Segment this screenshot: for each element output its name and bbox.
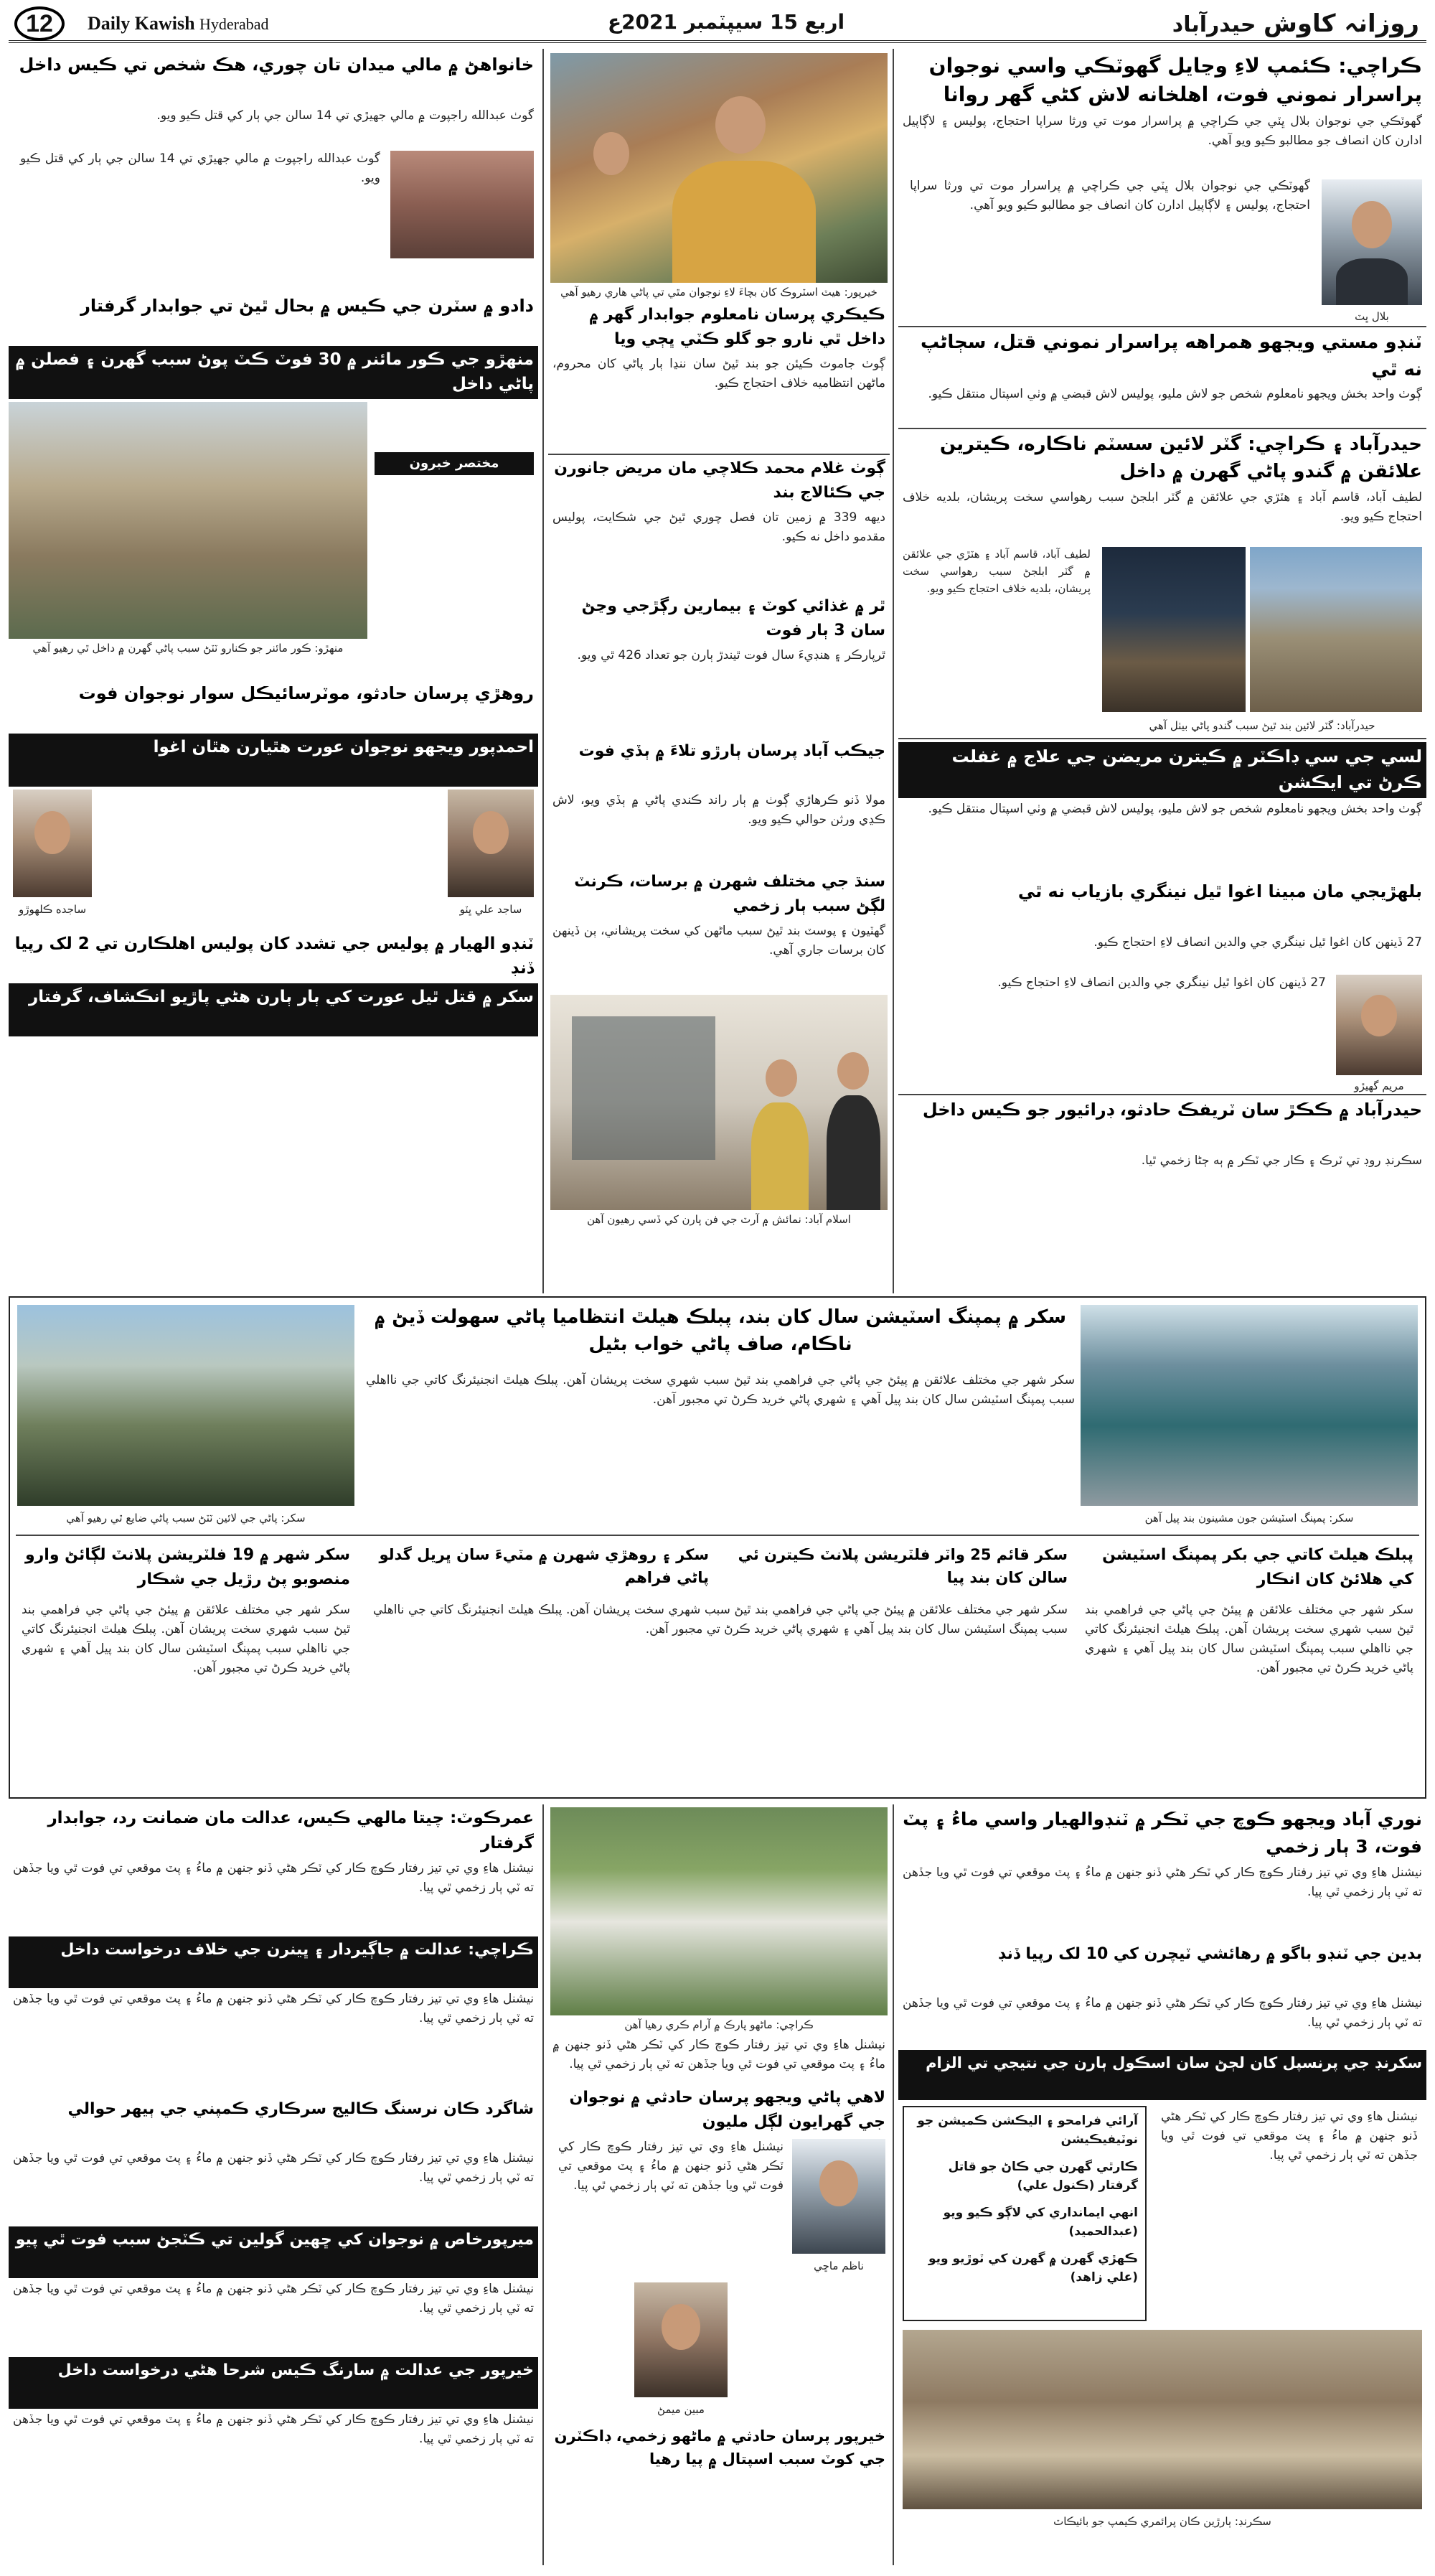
city-english: Hyderabad (199, 15, 269, 33)
band-subheadline-4: سکر قائم 25 واٽر فلٽريشن پلانٽ ڪيترن ئي سالن کان بند پيا (738, 1546, 1068, 1586)
middle-column (548, 50, 890, 1292)
band-subheadline-2: سکر شهر ۾ 19 فلٽريشن پلانٽ لڳائڻ وارو منصوبو پڻ رڙيل جي شڪار (24, 1546, 350, 1588)
column-divider (542, 1804, 544, 2565)
portrait-photo (1322, 179, 1422, 305)
heatstroke-photo (550, 53, 888, 283)
city-sindhi: حيدرآباد (1172, 12, 1256, 37)
shirt-shape (672, 161, 816, 283)
woman-portrait-photo (13, 790, 92, 897)
middle-headline-5: سنڌ جي مختلف شهرن ۾ برسات، ڪرنٽ لڳڻ سبب ٻار زخمي (574, 873, 885, 915)
left-headline-3: منهڙو جي ڪور مائنر ۾ 30 فوٽ ڪٽ پوڻ سبب گهرن ۽ فصلن ۾ پاڻي داخل (9, 346, 538, 399)
youth-portrait-caption: مبين ميمڻ (657, 2403, 705, 2416)
brand-english: Daily Kawish (88, 13, 195, 34)
bottom-right-headline-2: بدين جي ٽنڊو باگو ۾ رهائشي ٽيچرن کي 10 لک رپيا ڏنڊ (997, 1945, 1422, 1963)
face-shape (34, 811, 70, 854)
girl-portrait-caption: مريم گهيڙو (1354, 1079, 1404, 1092)
issue-date: اربع 15 سيپٽمبر 2021ع (607, 10, 845, 34)
river-pipeline-photo (17, 1305, 354, 1506)
art-exhibition-photo (550, 995, 888, 1210)
sixth-text: سڪرنڊ روڊ تي ٽرڪ ۽ ڪار جي ٽڪر ۾ ٻه ڄڻا زخمي ٿيا. (1141, 1153, 1422, 1168)
section-divider (898, 738, 1426, 739)
masthead (9, 6, 1426, 43)
band-subtext-2: سکر شهر جي مختلف علائقن ۾ پيئڻ جي پاڻي جي فراهمي بند ٿيڻ سبب شهري سخت پريشان آهن. پبلڪ هيلٿ انجنيئرنگ کاتي جي نااهلي سبب پمپنگ اسٽيشن سال کان بند پيل آهي ۽ شهري پاڻي خريد ڪرڻ تي مجبور آهن. (22, 1603, 350, 1675)
notice-item-3: انهي ايمانداري کي لاڳو ڪيو ويو (عبدالحميد) (943, 2206, 1138, 2239)
band-subheadline-3: سکر ۽ روهڙي شهرن ۾ مٽيءَ سان ڀريل گدلو پاڻي فراهم (379, 1546, 709, 1586)
bottom-left-text-2: نيشنل هاءِ وي تي تيز رفتار ڪوچ ڪار کي ٽڪر هڻي ڏنو جنهن ۾ ماءُ ۽ پٽ موقعي تي فوت ٿي ويا جڏهن ته ٽي ٻار زخمي ٿي پيا. (13, 1992, 534, 2025)
river-caption: سکر: پاڻي جي لائين ٽٽڻ سبب پاڻي ضايع ٿي رهيو آهي (66, 1512, 306, 1524)
left-headline-6: ٽنڊو الهيار ۾ پوليس جي تشدد کان پوليس اهلڪارن تي 2 لک رپيا ڏنڊ (14, 935, 534, 978)
bottom-right-lower (898, 2100, 1426, 2545)
left-headline-1: خانواهڻ ۾ مالي ميدان تان چوري، هڪ شخص تي ڪيس داخل (19, 55, 534, 75)
fourth-headline: لسي جي سي ڊاڪٽر ۾ ڪيترن مريضن جي علاج ۾ غفلت ڪرڻ تي ايڪشن (898, 742, 1426, 798)
child-photo (448, 790, 534, 897)
sixth-headline: حيدرآباد ۾ ڪڪڙ سان ٽريفڪ حادثو، ڊرائيور جو ڪيس داخل (922, 1100, 1422, 1120)
lead-story-row (898, 175, 1426, 326)
face-shape (715, 96, 766, 154)
injured-photo-row (9, 148, 538, 291)
third-text: لطيف آباد، قاسم آباد ۽ هٽڙي جي علائقن ۾ گٽر ابلجڻ سبب رهواسي سخت پريشان، بلديه خلاف احتجاج ڪيو ويو. (903, 490, 1422, 524)
fifth-photo-row (898, 972, 1426, 1094)
bottom-right-headline-3: سکرنڊ جي پرنسپل کان لڄڻ سان اسڪول ٻارن جي نتيجي تي الزام (898, 2050, 1426, 2100)
brand-english-block (88, 13, 269, 34)
newspaper-page (9, 6, 1426, 2570)
man-portrait-caption: ناظم ماڇي (814, 2259, 864, 2272)
left-headline-7: سکر ۾ قتل ٿيل عورت کي ٻار ٻارن هڻي پاڙيو انڪشاف، گرفتار (9, 983, 538, 1036)
section-divider (898, 428, 1426, 429)
notice-item-1: آرائي فرامحو ۽ اليڪشن ڪميشن جو نوٽيفيڪيشن (917, 2114, 1138, 2147)
section-divider (898, 326, 1426, 327)
protest-caption: سڪرنڊ: ٻارڙين ڪان پرائمري ڪيمپ جو بائيڪاٽ (1053, 2515, 1271, 2528)
feature-headline: سکر ۾ پمپنگ اسٽيشن سال کان بند، پبلڪ هيلٿ انتظاميا پاڻي سهولت ڏيڻ ۾ ناڪام، صاف پاڻي خواب بڻيل (374, 1306, 1067, 1355)
face-shape (819, 2160, 858, 2206)
notice-box (903, 2106, 1147, 2321)
notice-item-2: ڪارٿي گهرن جي ڪاڻ جو قاتل گرفتار (ڪنول علي) (948, 2160, 1138, 2193)
left-headline-2: دادو ۾ سٽرن جي ڪيس ۾ بحال ٿيڻ تي جوابدار گرفتار (80, 296, 534, 316)
pump-station-photo (1081, 1305, 1418, 1506)
pump-caption: سکر: پمپنگ اسٽيشن جون مشينون بند پيل آهن (1144, 1512, 1354, 1524)
face-shape (593, 132, 629, 175)
artwork-shape (572, 1016, 715, 1160)
photo-row (898, 544, 1426, 738)
gate-photo (1250, 547, 1422, 712)
bottom-right-text: نيشنل هاءِ وي تي تيز رفتار ڪوچ ڪار کي ٽڪر هڻي ڏنو جنهن ۾ ماءُ ۽ پٽ موقعي تي فوت ٿي ويا جڏهن ته ٽي ٻار زخمي ٿي پيا. (903, 1865, 1422, 1899)
bottom-right-headline: نوري آباد ويجهو ڪوچ جي ٽڪر ۾ ٽنڊوالهيار واسي ماءُ ۽ پٽ فوت، 3 ٻار زخمي (903, 1809, 1422, 1857)
woman-portrait-caption: ساجده ڪلهوڙو (18, 903, 87, 916)
bottom-left-headline-5: خيرپور جي عدالت ۾ سارنگ ڪيس شرحا هڻي درخواست داخل (9, 2357, 538, 2409)
face-shape (766, 1059, 797, 1097)
left-headline-4: روهڙي پرسان حادثو، موٽرسائيڪل سوار نوجوان فوت (78, 683, 534, 703)
left-column (9, 50, 538, 1292)
band-subtext-3: سکر شهر جي مختلف علائقن ۾ پيئڻ جي پاڻي جي فراهمي بند ٿيڻ سبب شهري سخت پريشان آهن. پبلڪ هيلٿ انجنيئرنگ کاتي جي نااهلي سبب پمپنگ اسٽيشن سال کان بند پيل آهي ۽ شهري پاڻي خريد ڪرڻ تي مجبور آهن. (373, 1603, 1068, 1636)
bottom-middle-headline-2: خيرپور پرسان حادثي ۾ ماڻهو زخمي، ڊاڪٽرن جي کوٽ سبب اسپتال ۾ پيا رهيا (554, 2427, 885, 2468)
fifth-text-continued: 27 ڏينهن کان اغوا ٿيل نينگري جي والدين انصاف لاءِ احتجاج ڪيو. (997, 975, 1326, 990)
bottom-left-headline-2: ڪراچي: عدالت ۾ جاڳيردار ۽ ڀينرن جي خلاف درخواست داخل (9, 1936, 538, 1988)
portrait-row (9, 787, 538, 930)
face-shape (1352, 201, 1392, 248)
photo-caption: حيدرآباد: گٽر لائين بند ٿيڻ سبب گندو پاڻي بيٺل آهي (1149, 719, 1375, 732)
bottom-middle-photo-row (548, 2136, 890, 2280)
band-subtext-1: سکر شهر جي مختلف علائقن ۾ پيئڻ جي پاڻي جي فراهمي بند ٿيڻ سبب شهري سخت پريشان آهن. پبلڪ هيلٿ انجنيئرنگ کاتي جي نااهلي سبب پمپنگ اسٽيشن سال کان بند پيل آهي ۽ شهري پاڻي خريد ڪرڻ تي مجبور آهن. (1085, 1603, 1413, 1675)
bottom-left-headline-3: شاگرد ڪان نرسنگ ڪاليج سرڪاري ڪمپني جي ٻيهر حوالي (67, 2100, 534, 2118)
shirt-shape (827, 1095, 880, 1210)
column-divider (893, 1804, 894, 2565)
youth-portrait-photo (634, 2282, 728, 2397)
bottom-middle-photo-row-2 (548, 2280, 890, 2423)
second-text: ڳوٺ واحد بخش ويجهو نامعلوم شخص جو لاش مليو، پوليس لاش قبضي ۾ وٺي اسپتال منتقل ڪيو. (928, 387, 1422, 401)
art-caption: اسلام آباد: نمائش ۾ آرٽ جي فن پارن کي ڏسي رهيون آهن (587, 1213, 851, 1226)
news-briefs-title: مختصر خبرون (375, 452, 534, 475)
bottom-left-text-3: نيشنل هاءِ وي تي تيز رفتار ڪوچ ڪار کي ٽڪر هڻي ڏنو جنهن ۾ ماءُ ۽ پٽ موقعي تي فوت ٿي ويا جڏهن ته ٽي ٻار زخمي ٿي پيا. (13, 2151, 534, 2185)
fifth-headline: بلهڙيجي مان مبينا اغوا ٿيل نينگري بازياب نه ٿي (1017, 881, 1422, 901)
left-text-1-continued: گوٺ عبدالله راجپوت ۾ مالي جهيڙي تي 14 سالن جي ٻار کي قتل ڪيو ويو. (20, 151, 380, 185)
face-shape (662, 2304, 700, 2350)
bottom-left-headline-4: ميرپورخاص ۾ نوجوان کي ڇهين گولين تي ڪٽجڻ سبب فوت ٿي پيو (9, 2226, 538, 2278)
third-headline: حيدرآباد ۽ ڪراچي: گٽر لائين سسٽم ناڪاره، ڪيترين علائقن ۾ گندو پاڻي گهرن ۾ داخل (939, 434, 1422, 482)
bottom-middle-text: نيشنل هاءِ وي تي تيز رفتار ڪوچ ڪار کي ٽڪر هڻي ڏنو جنهن ۾ ماءُ ۽ پٽ موقعي تي فوت ٿي ويا جڏهن ته ٽي ٻار زخمي ٿي پيا. (552, 2038, 885, 2071)
brand-sindhi: روزانہ کاوش (1263, 9, 1419, 38)
column-divider (893, 49, 894, 1293)
lead-text-continued: گهوٽڪي جي نوجوان بلال ڀٽي جي ڪراچي ۾ پراسرار موت تي ورثا سراپا احتجاج، پوليس ۽ لاڳاپيل ادارن کان انصاف جو مطالبو ڪيو ويو آهي. (910, 179, 1310, 212)
park-photo (550, 1807, 888, 2015)
bottom-middle-column (548, 1804, 890, 2565)
fourth-text: ڳوٺ واحد بخش ويجهو نامعلوم شخص جو لاش مليو، پوليس لاش قبضي ۾ وٺي اسپتال منتقل ڪيو. (928, 802, 1422, 816)
column-divider (542, 49, 544, 1293)
band-subheadline-1: پبلڪ هيلٿ کاتي جي بکر پمپنگ اسٽيشن کي هلائڻ کان انڪار (1102, 1546, 1413, 1588)
flood-photo (9, 402, 367, 639)
middle-headline-1: ڪيڪري پرسان نامعلوم جوابدار گهر ۾ داخل ٿي نارو جو گلو ڪٽي ڀڄي ويا (589, 306, 885, 348)
middle-text-2: ديهه 339 ۾ زمين تان فصل چوري ٿيڻ جي شڪايت، پوليس مقدمو داخل نه ڪيو. (552, 510, 886, 544)
face-shape (837, 1052, 869, 1090)
bottom-right-text-2: نيشنل هاءِ وي تي تيز رفتار ڪوچ ڪار کي ٽڪر هڻي ڏنو جنهن ۾ ماءُ ۽ پٽ موقعي تي فوت ٿي ويا جڏهن ته ٽي ٻار زخمي ٿي پيا. (903, 1996, 1422, 2030)
portrait-caption: بلال ڀٽ (1355, 310, 1389, 323)
section-divider (548, 454, 890, 455)
bottom-left-text-1: نيشنل هاءِ وي تي تيز رفتار ڪوچ ڪار کي ٽڪر هڻي ڏنو جنهن ۾ ماءُ ۽ پٽ موقعي تي فوت ٿي ويا جڏهن ته ٽي ٻار زخمي ٿي پيا. (13, 1861, 534, 1895)
shirt-shape (1336, 258, 1408, 305)
park-caption: ڪراچي: ماڻهو پارڪ ۾ آرام ڪري رهيا آهن (624, 2018, 814, 2031)
left-text-1: گوٺ عبدالله راجپوت ۾ مالي جهيڙي تي 14 سالن جي ٻار کي قتل ڪيو ويو. (156, 108, 534, 123)
bottom-left-headline-1: عمرڪوٽ: چيتا مالهي ڪيس، عدالت مان ضمانت رد، جوابدار گرفتار (47, 1809, 534, 1853)
middle-headline-3: ٿر ۾ غذائي کوٽ ۽ بيمارين رڳڙجي وڃڻ سان 3 ٻار فوت (581, 597, 885, 640)
left-headline-5: احمدپور ويجهو نوجوان عورت هٿيارن هٿان اغوا (9, 734, 538, 787)
middle-text-5: گهٽيون ۽ پوسٽ بند ٿيڻ سبب ماڻهن کي سخت پريشاني، ٻن ڏينهن کان برسات جاري آهي. (552, 924, 885, 957)
lead-headline: ڪراچي: ڪئمپ لاءِ وڃايل گهوٽڪي واسي نوجوان پراسرار نموني فوت، اهلخانه لاش کڻي گهر روانا (928, 54, 1422, 106)
second-headline: ٽنڊو مستي ويجهو همراهه پراسرار نموني قتل، سڄاڻپ نه ٿي (921, 332, 1422, 380)
heatstroke-caption: خيرپور: هيٽ اسٽروڪ کان بچاءَ لاءِ نوجوان مٿي تي پاڻي هاري رهيو آهي (560, 286, 878, 299)
bottom-left-column (9, 1804, 538, 2565)
bottom-left-text-4: نيشنل هاءِ وي تي تيز رفتار ڪوچ ڪار کي ٽڪر هڻي ڏنو جنهن ۾ ماءُ ۽ پٽ موقعي تي فوت ٿي ويا جڏهن ته ٽي ٻار زخمي ٿي پيا. (13, 2282, 534, 2315)
bottom-middle-text-2: نيشنل هاءِ وي تي تيز رفتار ڪوچ ڪار کي ٽڪر هڻي ڏنو جنهن ۾ ماءُ ۽ پٽ موقعي تي فوت ٿي ويا جڏهن ته ٽي ٻار زخمي ٿي پيا. (558, 2140, 784, 2193)
middle-text-4: مولا ڏنو ڪرهاڙي ڳوٺ ۾ ٻار راند ڪندي پاڻي ۾ ٻڏي ويو، لاش ڪڍي ورثن حوالي ڪيو ويو. (552, 793, 885, 827)
middle-text-1: ڳوٺ جاموٽ ڪيئن جو بند ٿيڻ سان ننڍا ٻار پاڻي کان محروم، ماڻهن انتظاميه خلاف احتجاج ڪيو. (552, 357, 885, 390)
child-caption: ساجد علي ڀٽو (459, 903, 522, 916)
shirt-shape (751, 1102, 809, 1210)
feature-text: سکر شهر جي مختلف علائقن ۾ پيئڻ جي پاڻي جي فراهمي بند ٿيڻ سبب شهري سخت پريشان آهن. پبلڪ هيلٿ انجنيئرنگ کاتي جي نااهلي سبب پمپنگ اسٽيشن سال کان بند پيل آهي ۽ شهري پاڻي خريد ڪرڻ تي مجبور آهن. (366, 1373, 1075, 1407)
bottom-right-text-3: نيشنل هاءِ وي تي تيز رفتار ڪوچ ڪار کي ٽڪر هڻي ڏنو جنهن ۾ ماءُ ۽ پٽ موقعي تي فوت ٿي ويا جڏهن ته ٽي ٻار زخمي ٿي پيا. (1161, 2109, 1418, 2163)
section-divider (898, 1094, 1426, 1095)
band-divider (16, 1535, 1419, 1536)
middle-text-3: ٿرپارڪر ۽ هنڊيءَ سال فوت ٿيندڙ ٻارن جو تعداد 426 ٿي ويو. (577, 648, 885, 662)
face-shape (1361, 995, 1397, 1036)
bottom-right-column (898, 1804, 1426, 2565)
man-portrait-photo (792, 2139, 885, 2254)
middle-headline-2: ڳوٺ غلام محمد ڪلاچي مان مريض جانورن جي ڪئالاج بند (554, 459, 885, 502)
right-column (898, 50, 1426, 1292)
girl-portrait-photo (1336, 975, 1422, 1075)
feature-band (9, 1296, 1426, 1799)
lead-text: گهوٽڪي جي نوجوان بلال ڀٽي جي ڪراچي ۾ پراسرار موت تي ورثا سراپا احتجاج، پوليس ۽ لاڳاپيل ادارن کان انصاف جو مطالبو ڪيو ويو آهي. (903, 114, 1422, 148)
page-number: 12 (14, 6, 65, 41)
street-photo (1102, 547, 1246, 712)
injured-child-photo (390, 151, 534, 258)
bottom-middle-headline: لاهي پاڻي ويجهو پرسان حادثي ۾ نوجوان جي گهرايون لڳل مليون (569, 2089, 885, 2131)
third-text-side: لطيف آباد، قاسم آباد ۽ هٽڙي جي علائقن ۾ گٽر ابلجڻ سبب رهواسي سخت پريشان، بلديه خلاف احتجاج ڪيو ويو. (903, 548, 1091, 595)
notice-item-4: ڪهڙي گهرن ۾ گهرن کي ٽوڙيو ويو (علي زاهد) (928, 2252, 1138, 2285)
flood-caption: منهڙو: ڪور مائنر جو ڪنارو ٽٽڻ سبب پاڻي گهرن ۾ داخل ٿي رهيو آهي (32, 642, 344, 655)
fifth-text: 27 ڏينهن کان اغوا ٿيل نينگري جي والدين انصاف لاءِ احتجاج ڪيو. (1093, 935, 1422, 950)
protest-photo (903, 2330, 1422, 2509)
face-shape (473, 811, 509, 854)
middle-headline-4: جيڪب آباد پرسان ٻارڙو تلاءَ ۾ ٻڏي فوت (578, 742, 885, 760)
masthead-title (1172, 9, 1419, 38)
bottom-left-text-5: نيشنل هاءِ وي تي تيز رفتار ڪوچ ڪار کي ٽڪر هڻي ڏنو جنهن ۾ ماءُ ۽ پٽ موقعي تي فوت ٿي ويا جڏهن ته ٽي ٻار زخمي ٿي پيا. (13, 2412, 534, 2446)
